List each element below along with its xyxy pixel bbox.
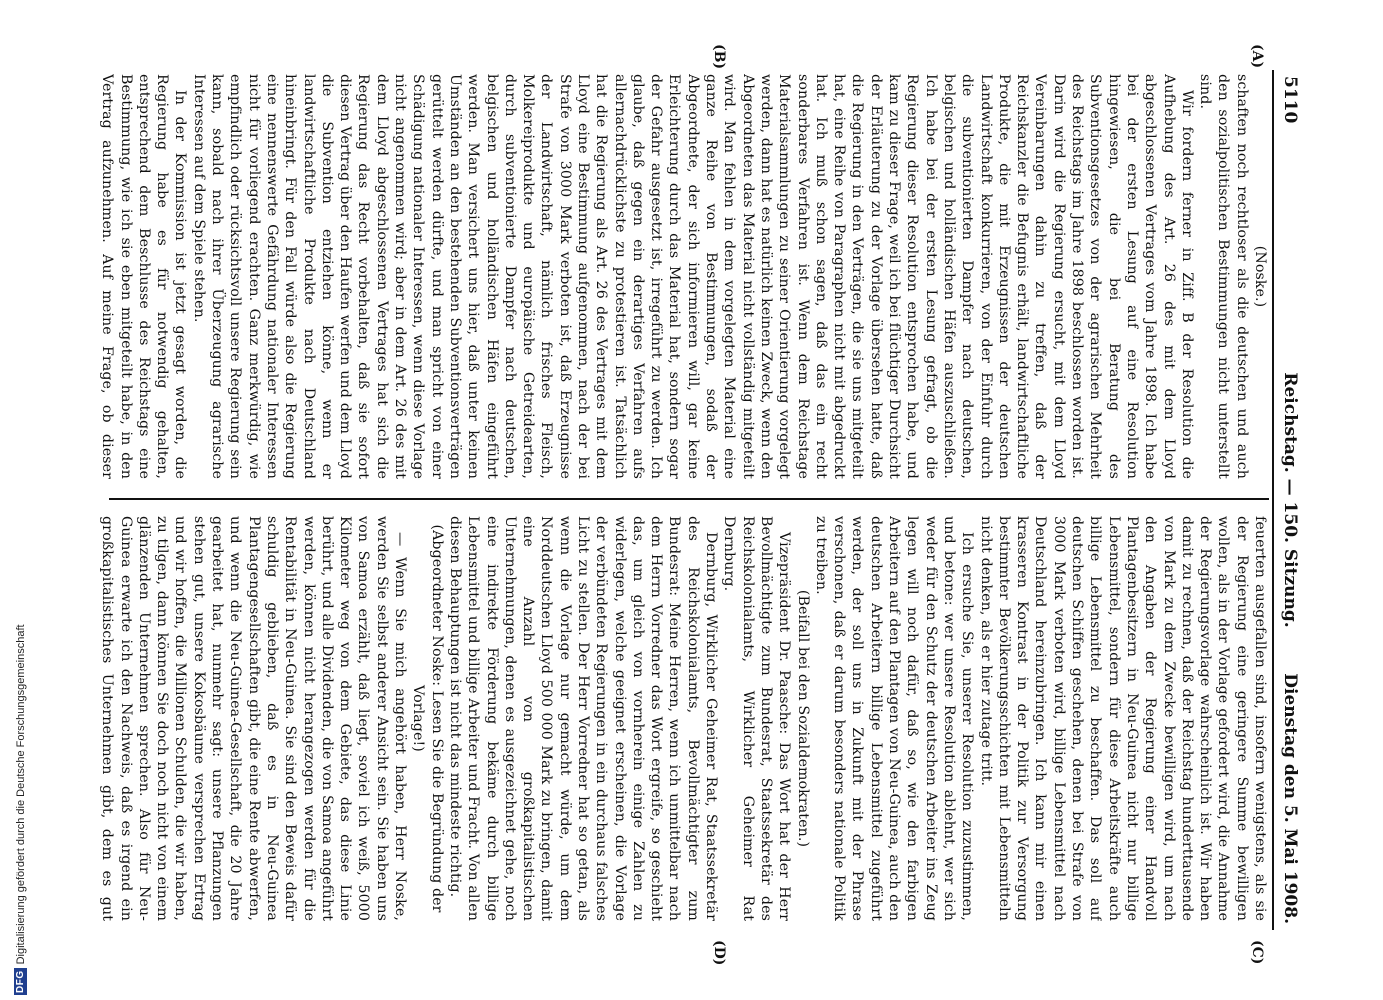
page-header <box>1275 70 1305 930</box>
dfg-logo: DFG <box>15 970 26 993</box>
header-rule <box>1272 70 1274 930</box>
right-column-paragraph: Vizepräsident Dr. Paasche: Das Wort hat der Herr Bevollmächtigte zum Bundesrat, Staatssekretär des Reichskolonialamts, Wirklicher Geheimer Rat Dernburg. <box>721 516 793 921</box>
footer-credit <box>14 624 27 995</box>
left-column <box>99 74 1269 479</box>
right-column-paragraph: (Beifall bei den Sozialdemokraten.) <box>794 589 811 848</box>
right-column-paragraph: (Abgeordneter Noske: Lesen Sie die Begründung der Vorlage!) <box>410 524 445 913</box>
margin-marker-b: (B) <box>711 44 727 70</box>
left-column-paragraph: schaften noch rechtloser als die deutschen und auch den sozialpolitischen Bestimmungen nicht unterstellt sind. <box>1197 74 1250 479</box>
left-column-paragraph: Wir fordern ferner in Ziff. B der Resolution die Aufhebung des Art. 26 des mit dem Lloyd abgeschlossenen Vertrages vom Jahre 1898. Ich habe bei der ersten Lesung auf eine Resolution hingewiesen, die bei Beratung des Subventionsgesetzes von der agrarischen Mehrheit des Reichstags im Jahre 1898 beschlossen worden ist. Darin wird die Regierung ersucht, mit dem Lloyd Vereinbarungen dahin zu treffen, daß der Reichskanzler die Befugnis erhält, landwirtschaftliche Produkte, die mit Erzeugnissen der deutschen Landwirtschaft konkurrieren, von der Einfuhr durch die subventionierten Dampfer nach deutschen, belgischen und holländischen Häfen auszuschließen. Ich habe bei der ersten Lesung gefragt, ob die Regierung dieser Resolution entsprochen habe, und kam zu dieser Frage, weil ich bei flüchtiger Durchsicht der Erläuterung zu der Vorlage übersehen hatte, daß die Regierung in den Verträgen, die sie uns mitgeteilt hat, eine Reihe von Paragraphen nicht mit abgedruckt hat. Ich muß schon sagen, daß das ein recht sonderbares Verfahren ist. Wenn dem Reichstage Materialsammlungen zu seiner Orientierung vorgelegt werden, dann hat es natürlich keinen Zweck, wenn den Abgeordneten das Material nicht vollständig mitgeteilt wird. Man fehlen in dem vorgelegten Material eine ganze Reihe von Bestimmungen, sodaß der Abgeordnete, der sich informieren will, gar keine Erleichterung durch das Material hat, sondern sogar der Gefahr ausgesetzt ist, irregeführt zu werden. Ich glaube, daß gegen ein derartiges Verfahren aufs allernachdrücklichste zu protestieren ist. Tatsächlich hat die Regierung als Art. 26 des Vertrages mit dem Lloyd eine Bestimmung aufgenommen, nach der bei Strafe von 3000 Mark verboten ist, daß Erzeugnisse der Landwirtschaft, nämlich frisches Fleisch, Molkereiprodukte und europäische Getreidearten, durch subventionierte Dampfer nach deutschen, belgischen und holländischen Häfen eingeführt werden. Man versichert uns hier, daß unter keinen Umständen an den bestehenden Subventionsverträgen gerüttelt werden dürfte, und man spricht von einer Schädigung nationaler Interessen, wenn diese Vorlage nicht angenommen wird; aber in dem Art. 26 des mit dem Lloyd abgeschlossenen Vertrages hat sich die Regierung das Recht vorbehalten, daß sie sofort diesen Vertrag über den Haufen werfen und dem Lloyd die Subvention entziehen könne, wenn er landwirtschaftliche Produkte nach Deutschland hineinbringt. Für den Fall würde also die Regierung eine nennenswerte Gefährdung nationaler Interessen nicht für vorliegend erachten. Ganz merkwürdig, wie empfindlich oder rücksichtsvoll unsere Regierung sein kann, sobald nach ihrer Überzeugung agrarische Interessen auf dem Spiele stehen. <box>190 74 1195 479</box>
session-title: Reichstag. — 150. Sitzung. <box>1280 372 1300 628</box>
left-column-paragraph: In der Kommission ist jetzt gesagt worden, die Regierung habe es für notwendig gehalten, entsprechend dem Beschlusse des Reichstags eine Bestimmung, wie ich sie eben mitgeteilt habe, in den Vertrag aufzunehmen. Auf meine Frage, ob dieser <box>99 74 189 479</box>
session-date: Dienstag den 5. Mai 1908. <box>1280 673 1300 924</box>
left-column-paragraph: (Noske.) <box>1252 245 1268 308</box>
margin-marker-c: (C) <box>1249 940 1265 965</box>
right-column-paragraph: Ich ersuche Sie, unserer Resolution zuzustimmen, und betone: wer unsere Resolution ablehnt, wer sich weder für den Schutz der deutschen Arbeiter ins Zeug legen will noch dafür, daß so, wie den farbigen Arbeitern auf den Plantagen von Neu-Guinea, auch den deutschen Arbeitern billige Lebensmittel zugeführt werden, der soll uns in Zukunft mit der Phrase verschonen, daß er darum besonders nationale Politik zu treiben. <box>812 516 976 921</box>
right-column-paragraph: — Wenn Sie mich angehört haben, Herr Noske, werden Sie selbst anderer Ansicht sein. Sie haben uns von Samoa erzählt, daß liegt, soviel ich weiß, 5000 Kilometer weg von dem Gebiete, das diese Linie berührt, und alle Dividenden, die von Samoa angeführt werden, können nicht herangezogen werden für die Rentabilität in Neu-Guinea. Sie sind den Beweis dafür schuldig geblieben, daß es in Neu-Guinea Plantagengesellschaften gibt, die eine Rente abwerfen, und wenn die Neu-Guinea-Gesellschaft, die 20 Jahre gearbeitet hat, nunmehr sagt: unsere Pflanzungen stehen gut, unsere Kokosbäume versprechen Ertrag und wir hoffen, die Millionen Schulden, die wir haben, zu tilgen, dann können Sie doch noch nicht von einem glänzenden Unternehmen sprechen. Also für Neu-Guinea erwarte ich den Nachweis, daß es irgend ein großkapitalistisches Unternehmen gibt, dem es gut <box>99 516 409 921</box>
digitization-credit: Digitalisierung gefördert durch die Deutsche Forschungsgemeinschaft <box>14 624 27 965</box>
right-column-paragraph: feuerten ausgefallen sind, insofern wenigstens, als sie der Regierung eine geringere Summe bewilligen wollen, als in der Vorlage gefordert wird, die Annahme der Regierungsvorlage wahrscheinlich ist. Wir haben damit zu rechnen, daß der Reichstag hunderttausende von Mark zu dem Zwecke bewilligen wird, um nach den Angaben der Regierung einer Handvoll Plantagenbesitzern in Neu-Guinea nicht nur billige Lebensmittel, sondern für diese Arbeitskräfte auch billige Lebensmittel zu beschaffen. Das soll auf deutschen Schiffen geschehen, denen bei Strafe von 3000 Mark verboten wird, billige Lebensmittel nach Deutschland hereinzubringen. Ich kann mir einen krasseren Kontrast in der Politik zur Versorgung bestimmter Bevölkerungsschichten mit Lebensmitteln nicht denken, als er hier zutage tritt. <box>977 516 1268 921</box>
right-column <box>99 516 1269 921</box>
margin-marker-a: (A) <box>1249 44 1265 69</box>
page-number: 5110 <box>1280 76 1300 124</box>
column-divider <box>109 498 1269 500</box>
document-page <box>65 44 1305 966</box>
right-column-paragraph: Dernburg, Wirklicher Geheimer Rat, Staatssekretär des Reichskolonialamts, Bevollmächtigter zum Bundesrat: Meine Herren, wenn ich unmittelbar nach dem Herrn Vorredner das Wort ergreife, so geschieht das, um gleich von vornherein einige Zahlen zu widerlegen, welche geeignet erscheinen, die Vorlage der verbündeten Regierungen in ein durchaus falsches Licht zu stellen. Der Herr Vorredner hat so getan, als wenn die Vorlage nur gemacht würde, um dem Norddeutschen Lloyd 500 000 Mark zu bringen, damit eine Anzahl von großkapitalistischen Unternehmungen, denen es ausgezeichnet gehe, noch eine indirekte Förderung bekäme durch billige Lebensmittel und billige Arbeiter und Fracht. Von allen diesen Behauptungen ist nicht das mindeste richtig. <box>446 516 720 921</box>
margin-marker-d: (D) <box>711 940 727 966</box>
